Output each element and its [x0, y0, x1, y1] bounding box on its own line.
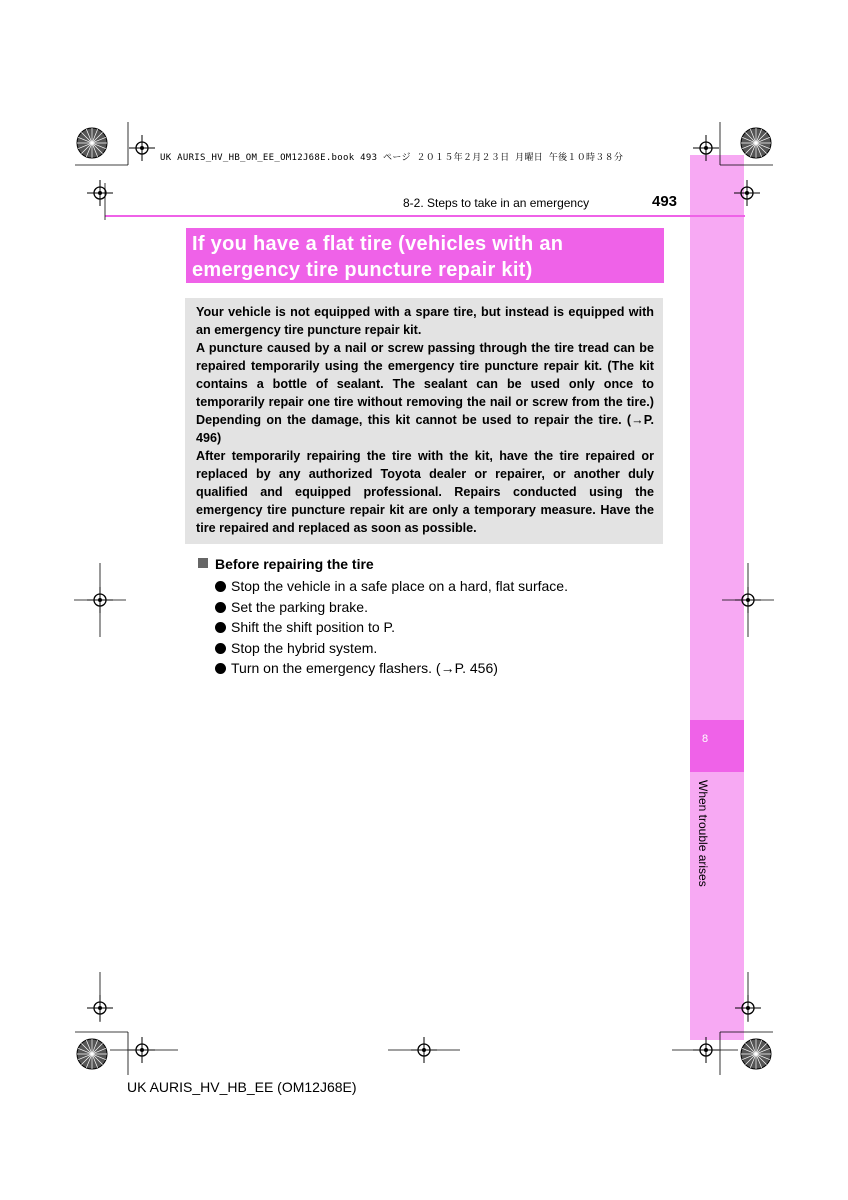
list-item: Set the parking brake.	[215, 597, 568, 618]
registration-rosette-icon	[741, 128, 771, 158]
square-bullet-icon	[198, 558, 208, 568]
section-heading-text: Before repairing the tire	[215, 556, 374, 572]
registration-target-icon	[129, 1037, 155, 1063]
info-paragraph-1: Your vehicle is not equipped with a spare tire, but instead is equipped with an emergency tire puncture repair kit.	[196, 305, 654, 337]
bullet-dot-icon	[215, 643, 226, 654]
registration-rosette-icon	[741, 1039, 771, 1069]
page-title: If you have a flat tire (vehicles with an emergency tire puncture repair kit)	[192, 233, 564, 281]
info-box-text	[196, 303, 654, 537]
bullet-dot-icon	[215, 663, 226, 674]
chapter-number-block	[690, 720, 744, 772]
registration-target-icon	[693, 1037, 719, 1063]
header-rule	[105, 215, 745, 217]
bullet-list	[215, 576, 568, 679]
list-item: Shift the shift position to P.	[215, 617, 568, 638]
info-paragraph-2: A puncture caused by a nail or screw passing through the tire tread can be repaired temporarily using the emergency tire puncture repair kit. (The kit contains a bottle of sealant. The sealant can be used only once to temporarily repair one tire without removing the nail or screw from the tire.) Depending on the damage, this kit cannot be used to repair the tire. (→P. 496)	[196, 341, 654, 445]
bullet-dot-icon	[215, 622, 226, 633]
registration-target-icon	[87, 180, 113, 206]
list-item: Stop the vehicle in a safe place on a hard, flat surface.	[215, 576, 568, 597]
registration-rosette-icon	[77, 1039, 107, 1069]
page-number: 493	[652, 193, 678, 210]
bullet-dot-icon	[215, 581, 226, 592]
info-paragraph-3: After temporarily repairing the tire with the kit, have the tire repaired or replaced by any authorized Toyota dealer or repairer, or another duly qualified and equipped professional. Repairs conducted using the emergency tire puncture repair kit are only a temporary measure. Have the tire repaired and replaced as soon as possible.	[196, 449, 654, 535]
print-book-info: UK AURIS_HV_HB_OM_EE_OM12J68E.book 493 ページ ２０１５年２月２３日 月曜日 午後１０時３８分	[160, 153, 624, 163]
chapter-side-tab	[690, 155, 744, 1040]
chapter-number: 8	[701, 733, 709, 745]
registration-target-icon	[129, 135, 155, 161]
registration-target-icon	[87, 995, 113, 1021]
registration-target-icon	[87, 587, 113, 613]
registration-target-icon	[411, 1037, 437, 1063]
chapter-label: When trouble arises	[696, 780, 710, 887]
list-item: Turn on the emergency flashers. (→P. 456)	[215, 658, 568, 679]
running-header-section: 8-2. Steps to take in an emergency	[403, 196, 590, 210]
registration-rosette-icon	[77, 128, 107, 158]
section-heading	[198, 556, 374, 572]
list-item: Stop the hybrid system.	[215, 638, 568, 659]
page-footer: UK AURIS_HV_HB_EE (OM12J68E)	[127, 1079, 357, 1095]
bullet-dot-icon	[215, 602, 226, 613]
